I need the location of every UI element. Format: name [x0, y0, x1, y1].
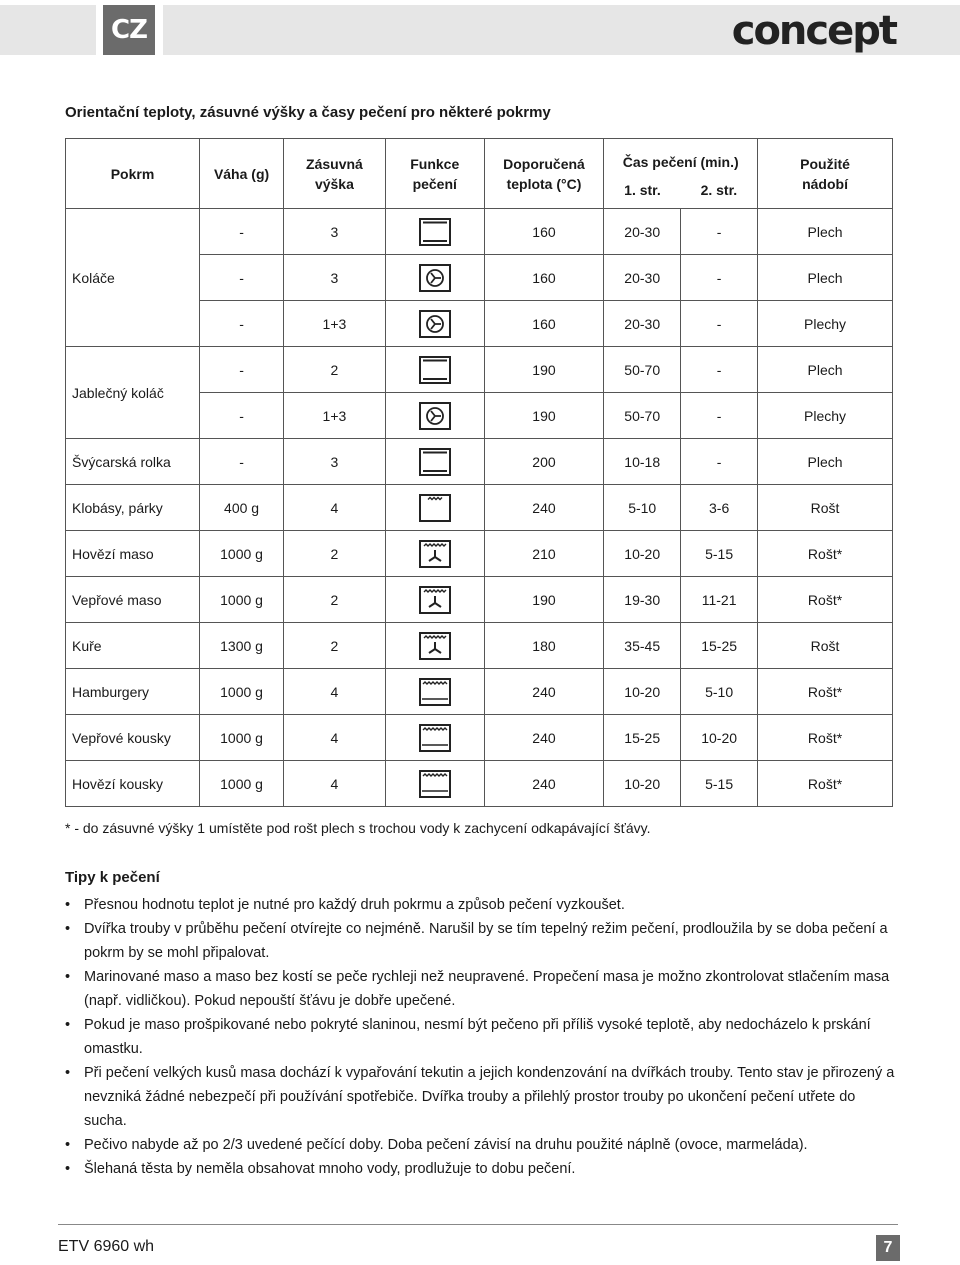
cell-cas1: 20-30	[604, 209, 681, 255]
cell-cas1: 20-30	[604, 255, 681, 301]
cell-vaha: 1300 g	[200, 623, 284, 669]
cell-funkce	[385, 255, 484, 301]
table-row	[66, 531, 893, 577]
section-title: Orientační teploty, zásuvné výšky a časy pečení pro některé pokrmy	[65, 104, 551, 121]
cell-vyska: 3	[284, 255, 386, 301]
cell-vaha: -	[200, 301, 284, 347]
cell-funkce	[385, 347, 484, 393]
cell-cas2: 5-10	[681, 669, 758, 715]
cell-funkce	[385, 209, 484, 255]
tip-text: Pečivo nabyde až po 2/3 uvedené pečící doby. Doba pečení závisí na druhu použité náplně (ovoce, marmeláda).	[84, 1137, 808, 1153]
table-body	[66, 209, 893, 807]
cell-nadobi: Plechy	[758, 301, 893, 347]
table-row	[66, 623, 893, 669]
cell-cas1: 15-25	[604, 715, 681, 761]
cell-cas1: 10-18	[604, 439, 681, 485]
cell-cas2: -	[681, 209, 758, 255]
page-number: 7	[876, 1235, 900, 1261]
col-header-funkce: Funkce pečení	[385, 139, 484, 209]
cell-vaha: 1000 g	[200, 577, 284, 623]
cell-teplota: 210	[484, 531, 604, 577]
cell-funkce	[385, 623, 484, 669]
cell-vyska: 4	[284, 761, 386, 807]
cell-vyska: 2	[284, 531, 386, 577]
cell-vaha: -	[200, 393, 284, 439]
tip-item	[65, 1061, 900, 1133]
cell-pokrm: Vepřové maso	[66, 577, 200, 623]
cell-teplota: 160	[484, 301, 604, 347]
cell-funkce	[385, 577, 484, 623]
bullet-icon: •	[65, 1017, 71, 1033]
col-header-vyska: Zásuvná výška	[284, 139, 386, 209]
full-grill-icon	[419, 682, 451, 698]
cell-cas1: 50-70	[604, 393, 681, 439]
cell-cas1: 5-10	[604, 485, 681, 531]
cell-teplota: 240	[484, 715, 604, 761]
cell-teplota: 240	[484, 761, 604, 807]
tip-text: Šlehaná těsta by neměla obsahovat mnoho vody, prodlužuje to dobu pečení.	[84, 1161, 576, 1177]
col-header-nadobi: Použité nádobí	[758, 139, 893, 209]
cell-pokrm: Hovězí maso	[66, 531, 200, 577]
cell-nadobi: Rošt*	[758, 669, 893, 715]
cell-vyska: 1+3	[284, 393, 386, 439]
cell-vyska: 2	[284, 347, 386, 393]
top-bottom-heat-icon	[419, 452, 451, 468]
cell-cas1: 35-45	[604, 623, 681, 669]
cell-nadobi: Rošt*	[758, 531, 893, 577]
full-grill-icon	[419, 774, 451, 790]
tip-item	[65, 1157, 900, 1181]
tip-text: Dvířka trouby v průběhu pečení otvírejte co nejméně. Narušil by se tím tepelný režim pečení, prodloužila by se doba pečení a pokrm by se mohl připalovat.	[84, 921, 888, 961]
cell-pokrm: Hamburgery	[66, 669, 200, 715]
cell-nadobi: Plechy	[758, 393, 893, 439]
cell-funkce	[385, 761, 484, 807]
bullet-icon: •	[65, 1065, 71, 1081]
col-header-cas1: 1. str.	[604, 172, 681, 209]
cell-teplota: 200	[484, 439, 604, 485]
footnote: * - do zásuvné výšky 1 umístěte pod rošt plech s trochou vody k zachycení odkapávající šťávy.	[65, 820, 651, 836]
table-row	[66, 761, 893, 807]
cell-pokrm: Klobásy, párky	[66, 485, 200, 531]
cell-funkce	[385, 669, 484, 715]
cell-cas1: 20-30	[604, 301, 681, 347]
cell-teplota: 190	[484, 393, 604, 439]
cell-cas1: 19-30	[604, 577, 681, 623]
cell-cas2: -	[681, 347, 758, 393]
col-header-pokrm: Pokrm	[66, 139, 200, 209]
cell-funkce	[385, 531, 484, 577]
tip-item	[65, 917, 900, 965]
cell-vaha: 1000 g	[200, 531, 284, 577]
cell-vaha: 1000 g	[200, 761, 284, 807]
brand-logo: concept	[731, 8, 896, 54]
cell-pokrm: Švýcarská rolka	[66, 439, 200, 485]
cell-cas2: 10-20	[681, 715, 758, 761]
cell-vyska: 4	[284, 669, 386, 715]
cell-funkce	[385, 439, 484, 485]
fan-heat-icon	[419, 314, 451, 330]
cell-funkce	[385, 301, 484, 347]
grill-fan-icon	[419, 636, 451, 652]
table-row	[66, 715, 893, 761]
top-bottom-heat-icon	[419, 360, 451, 376]
tip-item	[65, 893, 900, 917]
cell-cas2: -	[681, 301, 758, 347]
tips-list	[65, 893, 900, 1181]
cell-cas2: 11-21	[681, 577, 758, 623]
cell-nadobi: Rošt	[758, 623, 893, 669]
cell-nadobi: Plech	[758, 347, 893, 393]
footer-model: ETV 6960 wh	[58, 1238, 155, 1255]
cell-cas2: -	[681, 393, 758, 439]
cell-vaha: -	[200, 347, 284, 393]
cell-teplota: 160	[484, 209, 604, 255]
cell-cas1: 50-70	[604, 347, 681, 393]
cell-teplota: 180	[484, 623, 604, 669]
cell-nadobi: Rošt*	[758, 577, 893, 623]
bullet-icon: •	[65, 969, 71, 985]
cell-cas2: 5-15	[681, 531, 758, 577]
page-header	[0, 0, 960, 60]
bullet-icon: •	[65, 1161, 71, 1177]
cell-vyska: 2	[284, 623, 386, 669]
cell-cas1: 10-20	[604, 669, 681, 715]
fan-heat-icon	[419, 268, 451, 284]
col-header-cas: Čas pečení (min.)	[604, 139, 758, 173]
cell-nadobi: Rošt*	[758, 761, 893, 807]
tip-text: Pokud je maso prošpikované nebo pokryté slaninou, nesmí být pečeno při příliš vysoké teplotě, aby nedocházelo k prskání omastku.	[84, 1017, 871, 1057]
bullet-icon: •	[65, 1137, 71, 1153]
table-row	[66, 485, 893, 531]
table-row	[66, 577, 893, 623]
cell-vyska: 4	[284, 715, 386, 761]
cell-vyska: 2	[284, 577, 386, 623]
cell-cas1: 10-20	[604, 531, 681, 577]
cell-vaha: -	[200, 209, 284, 255]
table-row	[66, 439, 893, 485]
baking-table	[65, 138, 893, 807]
language-badge: CZ	[103, 5, 155, 55]
cell-teplota: 190	[484, 577, 604, 623]
cell-vyska: 1+3	[284, 301, 386, 347]
header-strip-left	[0, 5, 96, 55]
cell-pokrm: Kuře	[66, 623, 200, 669]
table-row	[66, 669, 893, 715]
cell-cas2: -	[681, 439, 758, 485]
cell-vyska: 3	[284, 209, 386, 255]
grill-fan-icon	[419, 544, 451, 560]
col-header-cas2: 2. str.	[681, 172, 758, 209]
cell-pokrm: Koláče	[66, 209, 200, 347]
cell-funkce	[385, 393, 484, 439]
cell-vaha: 400 g	[200, 485, 284, 531]
cell-pokrm: Jablečný koláč	[66, 347, 200, 439]
cell-pokrm: Vepřové kousky	[66, 715, 200, 761]
cell-teplota: 160	[484, 255, 604, 301]
cell-teplota: 240	[484, 485, 604, 531]
fan-heat-icon	[419, 406, 451, 422]
cell-cas2: 5-15	[681, 761, 758, 807]
tip-text: Při pečení velkých kusů masa dochází k vypařování tekutin a jejich kondenzování na dvířkách trouby. Tento stav je přirozený a nevzniká žádné nebezpečí při používání spotřebiče. Dvířka trouby a přilehlý prostor trouby po ukončení pečení utřete do sucha.	[84, 1065, 895, 1129]
cell-cas2: 3-6	[681, 485, 758, 531]
tip-item	[65, 965, 900, 1013]
cell-vyska: 4	[284, 485, 386, 531]
cell-vaha: -	[200, 439, 284, 485]
grill-fan-icon	[419, 590, 451, 606]
small-grill-icon	[419, 498, 451, 514]
col-header-teplota: Doporučená teplota (°C)	[484, 139, 604, 209]
cell-teplota: 240	[484, 669, 604, 715]
cell-funkce	[385, 485, 484, 531]
tip-text: Marinované maso a maso bez kostí se peče rychleji než neupravené. Propečení masa je možno zkontrolovat stlačením masa (např. vidličkou). Pokud nepouští šťávu je dobře upečené.	[84, 969, 890, 1009]
cell-vaha: 1000 g	[200, 715, 284, 761]
cell-nadobi: Plech	[758, 255, 893, 301]
tips-title: Tipy k pečení	[65, 869, 160, 886]
cell-nadobi: Plech	[758, 209, 893, 255]
cell-cas2: -	[681, 255, 758, 301]
tip-text: Přesnou hodnotu teplot je nutné pro každý druh pokrmu a způsob pečení vyzkoušet.	[84, 897, 625, 913]
table-row	[66, 209, 893, 255]
cell-nadobi: Plech	[758, 439, 893, 485]
cell-pokrm: Hovězí kousky	[66, 761, 200, 807]
tip-item	[65, 1013, 900, 1061]
full-grill-icon	[419, 728, 451, 744]
cell-vaha: 1000 g	[200, 669, 284, 715]
bullet-icon: •	[65, 897, 71, 913]
footer-divider	[58, 1224, 898, 1225]
cell-vaha: -	[200, 255, 284, 301]
col-header-vaha: Váha (g)	[200, 139, 284, 209]
tip-item	[65, 1133, 900, 1157]
cell-funkce	[385, 715, 484, 761]
table-row	[66, 347, 893, 393]
cell-nadobi: Rošt	[758, 485, 893, 531]
top-bottom-heat-icon	[419, 222, 451, 238]
cell-teplota: 190	[484, 347, 604, 393]
bullet-icon: •	[65, 921, 71, 937]
cell-cas2: 15-25	[681, 623, 758, 669]
cell-nadobi: Rošt*	[758, 715, 893, 761]
cell-vyska: 3	[284, 439, 386, 485]
cell-cas1: 10-20	[604, 761, 681, 807]
